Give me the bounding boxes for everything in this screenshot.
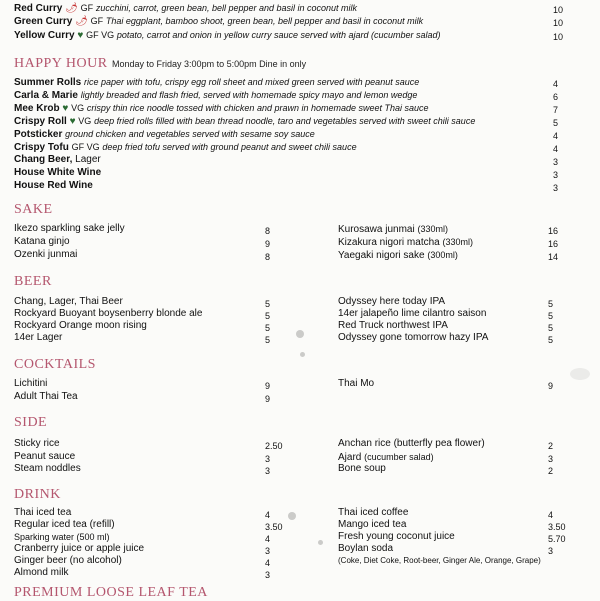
item-price: 4 [553, 144, 559, 154]
drink-name: Lichitini [14, 378, 48, 389]
happy-hour-header [14, 54, 306, 72]
drink-note: (330ml) [417, 224, 449, 234]
drink-name: 14er Lager [14, 332, 63, 343]
drink-name: Ginger beer (no alcohol) [14, 555, 122, 566]
item-name: Red Curry [14, 3, 63, 14]
drink-price: 3 [265, 570, 271, 580]
drink-name: Rockyard Buoyant boysenberry blonde ale [14, 308, 203, 319]
drink-name: Adult Thai Tea [14, 391, 78, 402]
section-title-side: SIDE [14, 415, 48, 430]
drink-note: (330ml) [442, 237, 474, 247]
drink-price: 3.50 [548, 522, 566, 532]
item-tags: GF [80, 3, 94, 13]
item-tags: VG [78, 116, 92, 126]
item-name: Crispy Tofu [14, 142, 69, 153]
drink-price: 9 [548, 381, 554, 391]
menu-item [14, 102, 429, 115]
menu-item-yellow-curry [14, 29, 441, 42]
item-price: 10 [553, 32, 564, 42]
item-name: House Red Wine [14, 180, 93, 191]
drink-price: 5 [265, 311, 271, 321]
section-subtitle: Monday to Friday 3:00pm to 5:00pm Dine in only [112, 59, 307, 69]
item-desc: Lager [75, 154, 101, 165]
section-title-beer: BEER [14, 274, 52, 289]
item-price: 6 [553, 92, 559, 102]
item-tags: GF VG [86, 30, 115, 40]
item-price: 10 [553, 18, 564, 28]
drink-note: (300ml) [427, 250, 458, 260]
drink-name: Katana ginjo [14, 236, 70, 247]
menu-item [14, 128, 315, 141]
item-price: 3 [553, 157, 559, 167]
item-name: Crispy Roll [14, 116, 67, 127]
item-desc: rice paper with tofu, crispy egg roll sheet and mixed green served with peanut sauce [84, 77, 420, 87]
item-name: Mee Krob [14, 103, 60, 114]
menu-item [14, 141, 357, 154]
paper-stain [288, 512, 296, 520]
item-desc: deep fried rolls filled with bean thread noodle, taro and vegetables served with sweet chili sauce [94, 116, 476, 126]
drink-name: Cranberry juice or apple juice [14, 543, 145, 554]
item-name: Green Curry [14, 16, 73, 27]
side-price: 2.50 [265, 441, 283, 451]
item-name: Yellow Curry [14, 30, 75, 41]
heart-icon: ♥ [69, 116, 76, 127]
drink-price: 3 [265, 546, 271, 556]
item-desc: zucchini, carrot, green bean, bell pepper and basil in coconut milk [95, 3, 358, 13]
drink-price: 8 [265, 252, 271, 262]
drink-price: 9 [265, 394, 271, 404]
drink-item [338, 249, 458, 262]
drink-name: Sparking water (500 ml) [14, 532, 110, 542]
drink-price: 9 [265, 381, 271, 391]
paper-stain [296, 330, 304, 338]
item-name: Chang Beer, [14, 154, 73, 165]
section-title-premium-tea: PREMIUM LOOSE LEAF TEA [14, 585, 208, 600]
drink-name: Red Truck northwest IPA [338, 320, 448, 331]
paper-stain [318, 540, 323, 545]
drink-price: 9 [265, 239, 271, 249]
side-price: 3 [548, 454, 554, 464]
chili-icon: 🌶 [65, 3, 78, 14]
drink-price: 3.50 [265, 522, 283, 532]
drink-price: 5 [548, 299, 554, 309]
menu-item-green-curry [14, 15, 423, 28]
section-title-drink: DRINK [14, 487, 61, 502]
item-desc: Thai eggplant, bamboo shoot, green bean, bell pepper and basil in coconut milk [105, 16, 424, 26]
drink-price: 5 [548, 323, 554, 333]
menu-item [14, 154, 101, 166]
drink-name: Chang, Lager, Thai Beer [14, 296, 123, 307]
drink-price: 4 [265, 510, 271, 520]
drink-name: Boylan soda [338, 543, 394, 554]
drink-name: Ozenki junmai [14, 249, 78, 260]
side-name: Ajard [338, 452, 362, 463]
item-tags: VG [71, 103, 85, 113]
item-tags: GF VG [71, 142, 100, 152]
item-name: Summer Rolls [14, 77, 82, 88]
drink-price: 14 [548, 252, 559, 262]
drink-price: 16 [548, 239, 559, 249]
item-name: House White Wine [14, 167, 102, 178]
drink-price: 5 [548, 311, 554, 321]
side-name: Peanut sauce [14, 451, 76, 462]
item-desc: lightly breaded and flash fried, served with homemade spicy mayo and lemon wedge [80, 90, 418, 100]
item-price: 3 [553, 170, 559, 180]
side-name: Steam noddles [14, 463, 81, 474]
drink-name: Kurosawa junmai [338, 224, 415, 235]
side-name: Anchan rice (butterfly pea flower) [338, 438, 485, 449]
drink-name: Yaegaki nigori sake [338, 250, 425, 261]
drink-name: Thai Mo [338, 378, 375, 389]
side-price: 3 [265, 454, 271, 464]
drink-price: 4 [265, 558, 271, 568]
side-price: 2 [548, 466, 554, 476]
heart-icon: ♥ [62, 103, 69, 114]
item-desc: crispy thin rice noodle tossed with chicken and prawn in homemade sweet Thai sauce [86, 103, 429, 113]
section-title-sake: SAKE [14, 202, 53, 217]
chili-icon: 🌶 [75, 16, 88, 27]
drink-name: Regular iced tea (refill) [14, 519, 115, 530]
drink-name: Almond milk [14, 567, 69, 578]
drink-item [338, 223, 448, 236]
drink-price: 3 [548, 546, 554, 556]
side-name: Bone soup [338, 463, 386, 474]
drink-name: Ikezo sparkling sake jelly [14, 223, 125, 234]
item-price: 4 [553, 79, 559, 89]
item-name: Potsticker [14, 129, 63, 140]
menu-item-red-curry [14, 2, 357, 15]
side-price: 3 [265, 466, 271, 476]
drink-price: 5.70 [548, 534, 566, 544]
item-desc: potato, carrot and onion in yellow curry sauce served with ajard (cucumber salad) [116, 30, 441, 40]
drink-name: Thai iced tea [14, 507, 72, 518]
side-price: 2 [548, 441, 554, 451]
menu-item [14, 115, 475, 128]
drink-price: 5 [265, 335, 271, 345]
item-price: 3 [553, 183, 559, 193]
item-desc: ground chicken and vegetables served with sesame soy sauce [65, 129, 315, 139]
drink-name: Rockyard Orange moon rising [14, 320, 147, 331]
side-note: (cucumber salad) [364, 452, 434, 462]
drink-price: 16 [548, 226, 559, 236]
drink-name: Mango iced tea [338, 519, 407, 530]
item-price: 10 [553, 5, 564, 15]
drink-name: Odyssey gone tomorrow hazy IPA [338, 332, 489, 343]
drink-name: Fresh young coconut juice [338, 531, 455, 542]
drink-price: 8 [265, 226, 271, 236]
section-title: HAPPY HOUR [14, 56, 108, 71]
item-tags: GF [90, 16, 104, 26]
section-title-cocktails: COCKTAILS [14, 357, 96, 372]
item-desc: deep fried tofu served with ground peanut and sweet chili sauce [102, 142, 357, 152]
item-price: 5 [553, 118, 559, 128]
drink-name: Odyssey here today IPA [338, 296, 446, 307]
menu-item [14, 76, 419, 89]
soda-note: (Coke, Diet Coke, Root-beer, Ginger Ale, Orange, Grape) [338, 556, 541, 565]
drink-price: 5 [265, 299, 271, 309]
drink-price: 4 [548, 510, 554, 520]
drink-name: Thai iced coffee [338, 507, 409, 518]
item-price: 4 [553, 131, 559, 141]
side-name: Sticky rice [14, 438, 60, 449]
item-price: 7 [553, 105, 559, 115]
drink-price: 4 [265, 534, 271, 544]
paper-stain [570, 368, 590, 380]
heart-icon: ♥ [77, 30, 84, 41]
drink-item [338, 236, 473, 249]
drink-price: 5 [548, 335, 554, 345]
item-name: Carla & Marie [14, 90, 78, 101]
drink-name: 14er jalapeño lime cilantro saison [338, 308, 487, 319]
drink-name: Kizakura nigori matcha [338, 237, 440, 248]
drink-price: 5 [265, 323, 271, 333]
paper-stain [300, 352, 305, 357]
menu-item [14, 89, 417, 102]
